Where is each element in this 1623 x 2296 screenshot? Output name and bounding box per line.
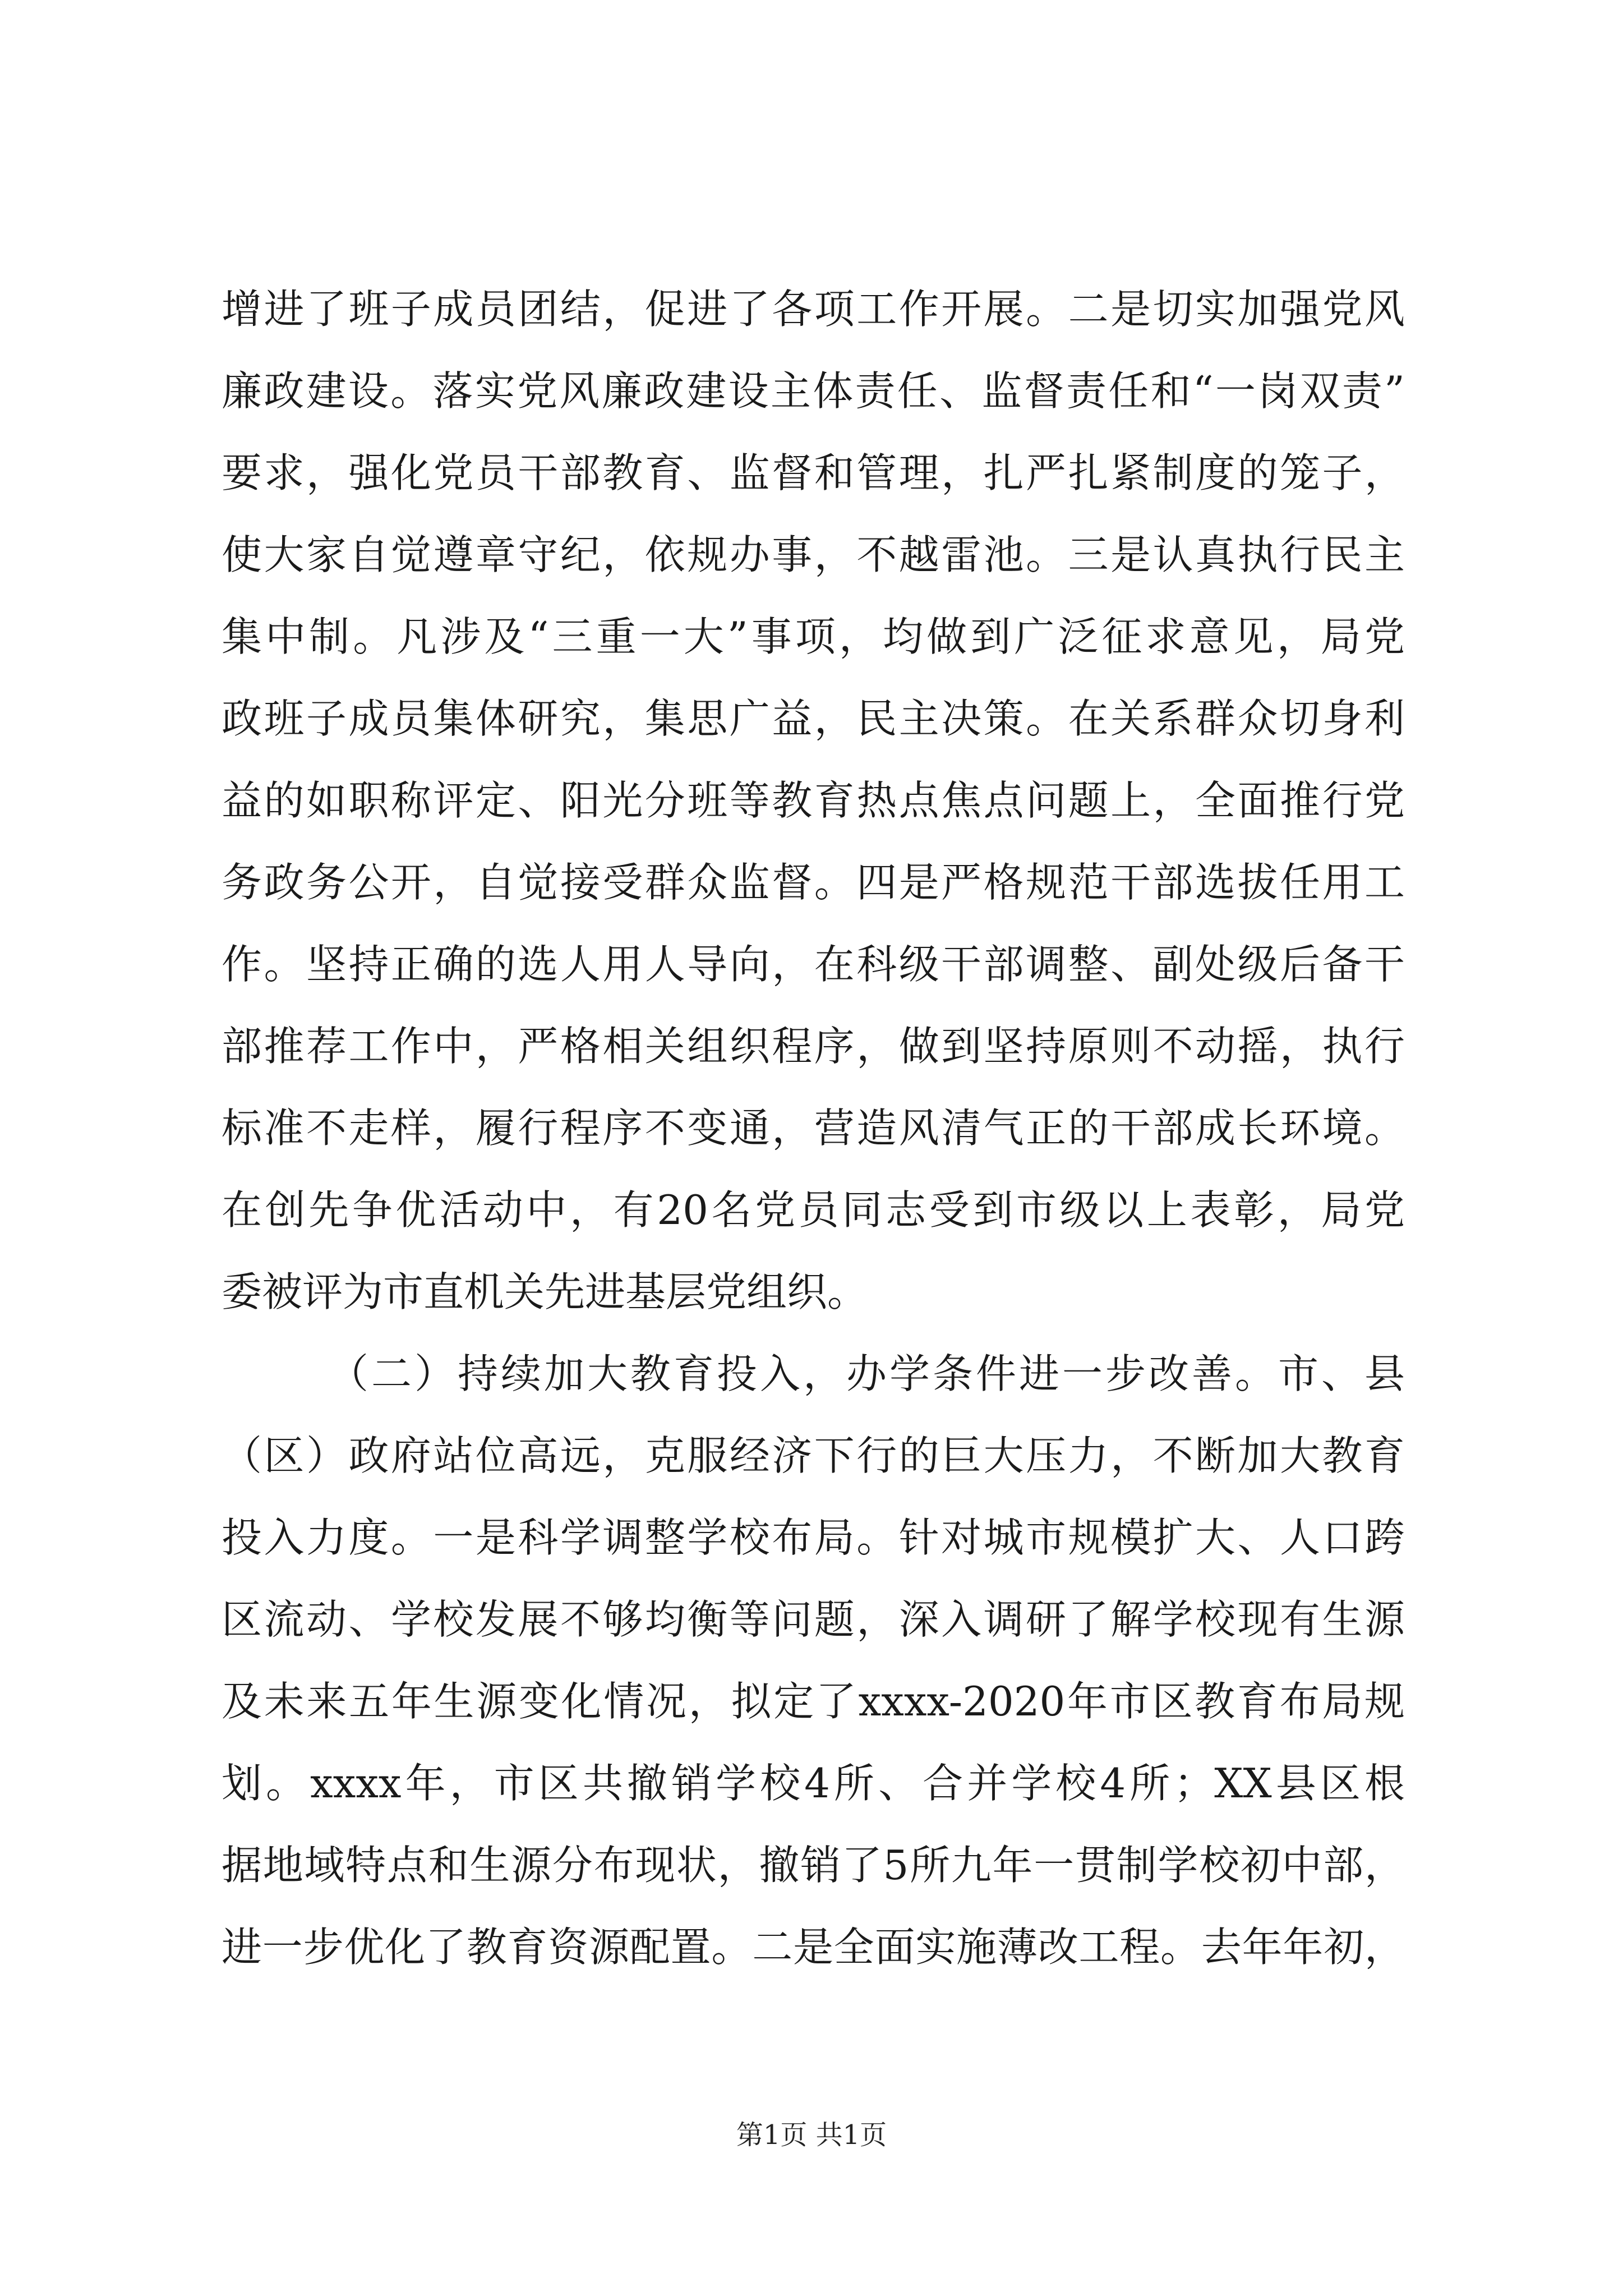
- text-line: 部推荐工作中，严格相关组织程序，做到坚持原则不动摇，执行: [222, 1023, 1405, 1070]
- text-line: 作。坚持正确的选人用人导向，在科级干部调整、副处级后备干: [222, 941, 1405, 988]
- text-line: 廉政建设。落实党风廉政建设主体责任、监督责任和“一岗双责”: [222, 367, 1405, 415]
- document-body: [222, 268, 1405, 1988]
- section-heading-line: （二）持续加大教育投入，办学条件进一步改善。市、县: [328, 1350, 1405, 1397]
- text-line: 要求，强化党员干部教育、监督和管理，扎严扎紧制度的笼子，: [222, 449, 1405, 496]
- text-line-paragraph-end: 委被评为市直机关先进基层党组织。: [222, 1268, 868, 1315]
- text-line: 在创先争优活动中，有20名党员同志受到市级以上表彰，局党: [222, 1186, 1405, 1234]
- text-line: 投入力度。一是科学调整学校布局。针对城市规模扩大、人口跨: [222, 1514, 1405, 1561]
- text-line: 集中制。凡涉及“三重一大”事项，均做到广泛征求意见，局党: [222, 613, 1405, 660]
- text-line: 及未来五年生源变化情况，拟定了xxxx-2020年市区教育布局规: [222, 1678, 1405, 1725]
- text-line: 务政务公开，自觉接受群众监督。四是严格规范干部选拔任用工: [222, 859, 1405, 906]
- text-line: 划。xxxx年，市区共撤销学校4所、合并学校4所；XX县区根: [222, 1760, 1405, 1807]
- page-number-label: 第1页 共1页: [736, 2119, 887, 2151]
- text-line: 进一步优化了教育资源配置。二是全面实施薄改工程。去年年初，: [222, 1924, 1405, 1971]
- text-line: 益的如职称评定、阳光分班等教育热点焦点问题上，全面推行党: [222, 777, 1405, 824]
- text-line: 区流动、学校发展不够均衡等问题，深入调研了解学校现有生源: [222, 1596, 1405, 1643]
- text-line: 标准不走样，履行程序不变通，营造风清气正的干部成长环境。: [222, 1105, 1405, 1152]
- text-line: 增进了班子成员团结，促进了各项工作开展。二是切实加强党风: [222, 286, 1405, 333]
- text-line: 政班子成员集体研究，集思广益，民主决策。在关系群众切身利: [222, 695, 1405, 742]
- page-footer: [0, 2118, 1623, 2152]
- text-line: 据地域特点和生源分布现状，撤销了5所九年一贯制学校初中部，: [222, 1842, 1405, 1889]
- text-line: 使大家自觉遵章守纪，依规办事，不越雷池。三是认真执行民主: [222, 531, 1405, 578]
- text-line: （区）政府站位高远，克服经济下行的巨大压力，不断加大教育: [222, 1432, 1405, 1479]
